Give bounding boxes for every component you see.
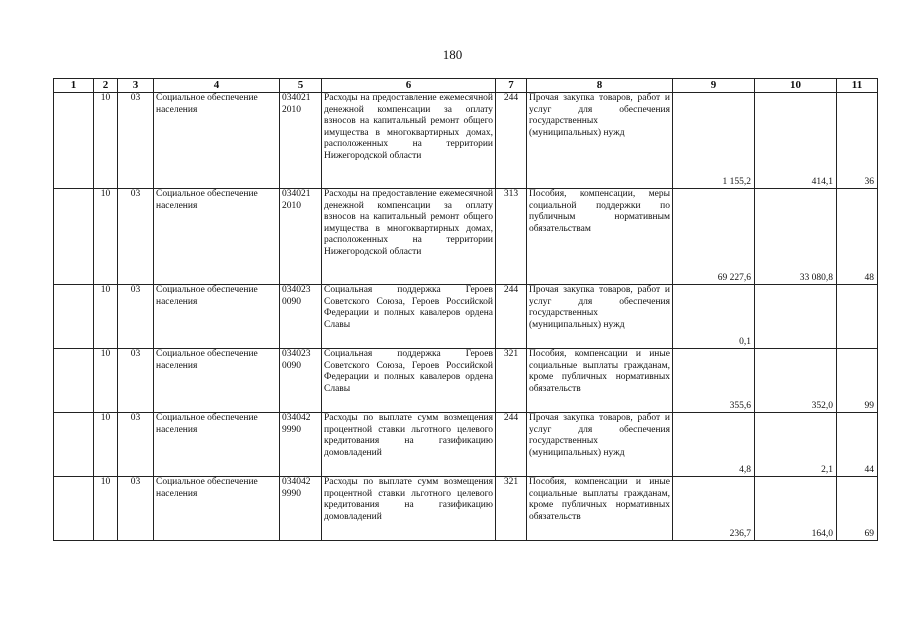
budget-table (53, 78, 878, 541)
table-cell-col-1 (54, 349, 94, 413)
table-cell-col-10: 164,0 (755, 477, 837, 541)
table-cell-col-4: Социальное обеспечение населения (154, 189, 280, 285)
table-cell-col-7: 313 (496, 189, 527, 285)
table-cell-col-8: Пособия, компенсации, меры социальной поддержки по публичным нормативным обязательствам (527, 189, 673, 285)
table-cell-col-4: Социальное обеспечение населения (154, 349, 280, 413)
table-cell-col-7: 244 (496, 93, 527, 189)
table-cell-col-1 (54, 413, 94, 477)
table-cell-col-4: Социальное обеспечение населения (154, 285, 280, 349)
column-header: 11 (837, 79, 878, 93)
table-cell-col-4: Социальное обеспечение населения (154, 477, 280, 541)
header-row (54, 79, 878, 93)
table-cell-col-10: 2,1 (755, 413, 837, 477)
table-cell-col-8: Прочая закупка товаров, работ и услуг для обеспечения государственных (муниципальных) нужд (527, 413, 673, 477)
column-header: 8 (527, 79, 673, 93)
table-cell-col-9: 355,6 (673, 349, 755, 413)
table-cell-col-3: 03 (118, 413, 154, 477)
column-header: 2 (94, 79, 118, 93)
table-cell-col-3: 03 (118, 349, 154, 413)
table-cell-col-6: Социальная поддержка Героев Советского Союза, Героев Российской Федерации и полных кавалеров ордена Славы (322, 349, 496, 413)
table-cell-col-1 (54, 189, 94, 285)
table-cell-col-5: 034042 9990 (280, 477, 322, 541)
table-cell-col-3: 03 (118, 477, 154, 541)
table-cell-col-3: 03 (118, 285, 154, 349)
column-header: 7 (496, 79, 527, 93)
table-row (54, 477, 878, 541)
table-cell-col-2: 10 (94, 189, 118, 285)
table-cell-col-6: Расходы по выплате сумм возмещения процентной ставки льготного целевого кредитования на газификацию домовладений (322, 477, 496, 541)
table-cell-col-8: Пособия, компенсации и иные социальные выплаты гражданам, кроме публичных нормативных обязательств (527, 477, 673, 541)
table-cell-col-9: 69 227,6 (673, 189, 755, 285)
table-cell-col-5: 034042 9990 (280, 413, 322, 477)
table-cell-col-1 (54, 285, 94, 349)
page-number: 180 (442, 47, 463, 62)
table-row (54, 349, 878, 413)
column-header: 5 (280, 79, 322, 93)
column-header: 3 (118, 79, 154, 93)
table-cell-col-7: 244 (496, 413, 527, 477)
table-cell-col-5: 034023 0090 (280, 349, 322, 413)
table-cell-col-11: 48 (837, 189, 878, 285)
table-cell-col-6: Социальная поддержка Героев Советского Союза, Героев Российской Федерации и полных кавалеров ордена Славы (322, 285, 496, 349)
column-header: 1 (54, 79, 94, 93)
table-cell-col-5: 034021 2010 (280, 93, 322, 189)
column-header: 4 (154, 79, 280, 93)
table-cell-col-11: 36 (837, 93, 878, 189)
table-cell-col-10: 414,1 (755, 93, 837, 189)
table-body (54, 93, 878, 541)
table-cell-col-1 (54, 93, 94, 189)
table-cell-col-6: Расходы на предоставление ежемесячной денежной компенсации за оплату взносов на капитальный ремонт общего имущества в многоквартирных домах, расположенных на территории Нижегородской области (322, 93, 496, 189)
column-header: 9 (673, 79, 755, 93)
table-cell-col-11: 69 (837, 477, 878, 541)
table-cell-col-1 (54, 477, 94, 541)
table-cell-col-8: Прочая закупка товаров, работ и услуг для обеспечения государственных (муниципальных) нужд (527, 285, 673, 349)
table-cell-col-9: 0,1 (673, 285, 755, 349)
column-header: 10 (755, 79, 837, 93)
table-cell-col-6: Расходы по выплате сумм возмещения процентной ставки льготного целевого кредитования на газификацию домовладений (322, 413, 496, 477)
table-cell-col-10: 33 080,8 (755, 189, 837, 285)
table-cell-col-9: 4,8 (673, 413, 755, 477)
table-cell-col-11 (837, 285, 878, 349)
table-cell-col-9: 236,7 (673, 477, 755, 541)
table-cell-col-7: 244 (496, 285, 527, 349)
table-cell-col-10 (755, 285, 837, 349)
column-header: 6 (322, 79, 496, 93)
table-cell-col-11: 99 (837, 349, 878, 413)
table-cell-col-5: 034023 0090 (280, 285, 322, 349)
table-cell-col-2: 10 (94, 285, 118, 349)
table-cell-col-6: Расходы на предоставление ежемесячной денежной компенсации за оплату взносов на капитальный ремонт общего имущества в многоквартирных домах, расположенных на территории Нижегородской области (322, 189, 496, 285)
table-cell-col-2: 10 (94, 477, 118, 541)
table-cell-col-11: 44 (837, 413, 878, 477)
table-row (54, 93, 878, 189)
table-cell-col-2: 10 (94, 413, 118, 477)
table-row (54, 189, 878, 285)
table-cell-col-9: 1 155,2 (673, 93, 755, 189)
table-cell-col-2: 10 (94, 93, 118, 189)
table-cell-col-3: 03 (118, 189, 154, 285)
table-cell-col-8: Пособия, компенсации и иные социальные выплаты гражданам, кроме публичных нормативных обязательств (527, 349, 673, 413)
table-cell-col-8: Прочая закупка товаров, работ и услуг для обеспечения государственных (муниципальных) нужд (527, 93, 673, 189)
table-cell-col-3: 03 (118, 93, 154, 189)
table-cell-col-2: 10 (94, 349, 118, 413)
table-cell-col-5: 034021 2010 (280, 189, 322, 285)
table-cell-col-4: Социальное обеспечение населения (154, 413, 280, 477)
table-cell-col-7: 321 (496, 349, 527, 413)
table-row (54, 285, 878, 349)
table-cell-col-10: 352,0 (755, 349, 837, 413)
table-cell-col-7: 321 (496, 477, 527, 541)
table-cell-col-4: Социальное обеспечение населения (154, 93, 280, 189)
table-row (54, 413, 878, 477)
